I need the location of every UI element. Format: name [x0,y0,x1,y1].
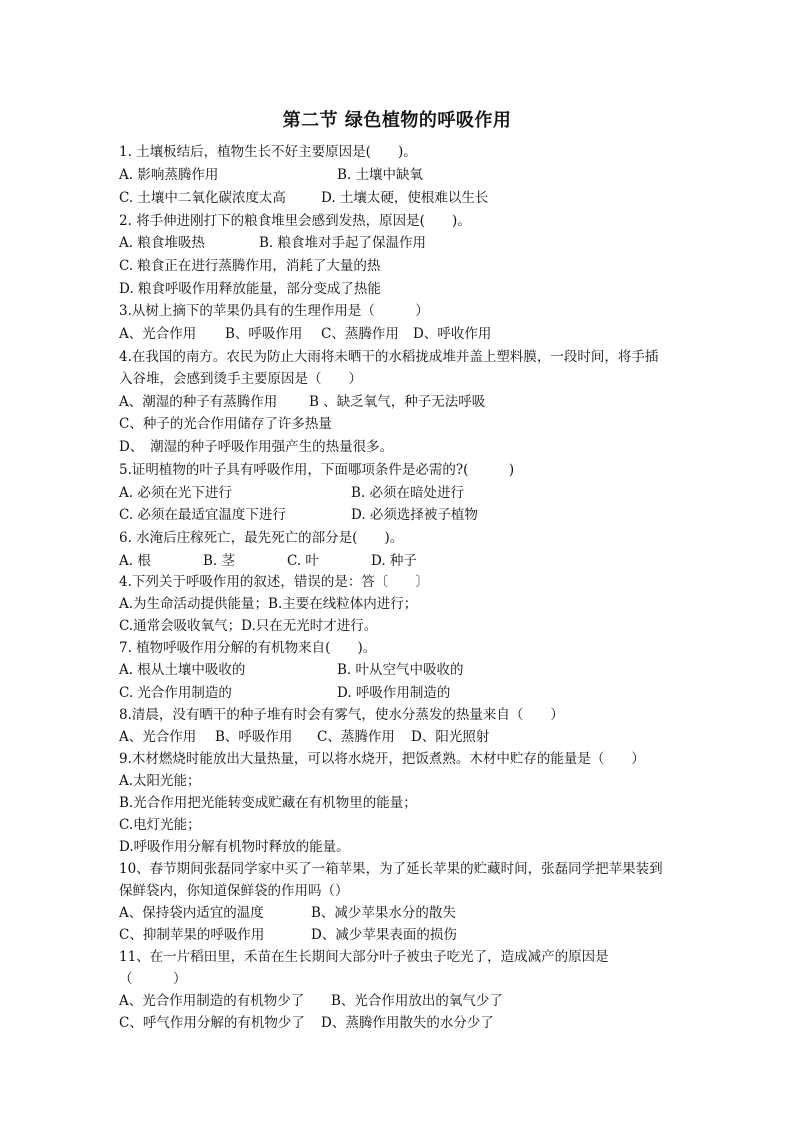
option-d: D、蒸腾作用散失的水分少了 [321,1015,494,1031]
question-9-option-c: C.电灯光能； [119,817,201,833]
question-1: 1. 土壤板结后，植物生长不好主要原因是( )。 [119,144,417,160]
option-a: A、保持袋内适宜的温度 [119,905,264,921]
question-3: 3.从树上摘下的苹果仍具有的生理作用是（ ） [119,303,429,319]
question-7: 7. 植物呼吸作用分解的有机物来自( )。 [119,640,377,656]
option-d: D. 种子 [371,553,417,569]
question-4-line-2: 入谷堆，会感到烫手主要原因是（ ） [119,371,362,387]
option-a: A、潮湿的种子有蒸腾作用 [119,394,278,410]
option-b: B、呼吸作用 [215,729,293,745]
question-5: 5.证明植物的叶子具有呼吸作用，下面哪项条件是必需的?( ) [119,462,515,478]
option-a: A. 影响蒸腾作用 [119,167,219,183]
question-2-option-c: C. 粮食正在进行蒸腾作用，消耗了大量的热 [119,258,381,274]
question-2: 2. 将手伸进刚打下的粮食堆里会感到发热，原因是( )。 [119,213,471,229]
option-a: A、光合作用 [119,729,197,745]
option-a: A、光合作用制造的有机物少了 [119,993,305,1009]
option-d: D. 土壤太硬，使根难以生长 [321,190,489,206]
option-a: A. 粮食堆吸热 [119,235,205,251]
page-title: 第二节 绿色植物的呼吸作用 [282,110,512,131]
option-b: B、呼吸作用 [225,326,303,342]
option-d: D、减少苹果表面的损伤 [311,927,457,943]
option-c: C. 叶 [287,553,319,569]
question-8: 8.清晨，没有晒干的种子堆有时会有雾气，使水分蒸发的热量来自（ ） [119,707,564,723]
question-4-option-d: D、 潮湿的种子呼吸作用强产生的热量很多。 [119,439,394,455]
option-c: C、蒸腾作用 [321,326,399,342]
option-d: D. 呼吸作用制造的 [337,685,451,701]
question-9-option-b: B.光合作用把光能转变成贮藏在有机物里的能量； [119,795,417,811]
option-c: C. 光合作用制造的 [119,685,232,701]
question-4b: 4.下列关于呼吸作用的叙述，错误的是：答〔 〕 [119,574,429,590]
option-a: A、光合作用 [119,326,197,342]
option-c: C、抑制苹果的呼吸作用 [119,927,265,943]
question-11-line-2: （ ） [119,971,187,987]
option-d: D. 必须选择被子植物 [351,507,478,523]
question-2-option-d: D. 粮食呼吸作用释放能量，部分变成了热能 [119,281,381,297]
option-d: D、阳光照射 [411,729,490,745]
option-b: B、减少苹果水分的散失 [311,905,456,921]
question-4b-options-cd: C.通常会吸收氧气；D.只在无光时才进行。 [119,618,378,634]
question-4-option-c: C、种子的光合作用储存了许多热量 [119,416,332,432]
question-9: 9.木材燃烧时能放出大量热量，可以将水烧开，把饭煮熟。木材中贮存的能量是（ ） [119,751,645,767]
option-b: B. 土壤中缺氧 [337,167,424,183]
option-b: B. 必须在暗处进行 [351,485,465,501]
option-c: C、呼气作用分解的有机物少了 [119,1015,305,1031]
option-c: C. 土壤中二氧化碳浓度太高 [119,190,286,206]
option-b: B、光合作用放出的氧气少了 [331,993,503,1009]
question-9-option-d: D.呼吸作用分解有机物时释放的能量。 [119,839,350,855]
option-b: B. 粮食堆对手起了保温作用 [259,235,427,251]
option-b: B. 茎 [203,553,236,569]
question-9-option-a: A.太阳光能； [119,773,201,789]
question-10-line-2: 保鲜袋内，你知道保鲜袋的作用吗（） [119,883,349,899]
option-c: C、蒸腾作用 [317,729,395,745]
option-b: B 、缺乏氧气，种子无法呼吸 [309,394,486,410]
question-11-line-1: 11、在一片稻田里，禾苗在生长期间大部分叶子被虫子吃光了，造成减产的原因是 [119,949,609,965]
option-a: A. 根从土壤中吸收的 [119,662,246,678]
option-c: C. 必须在最适宜温度下进行 [119,507,286,523]
option-b: B. 叶从空气中吸收的 [337,662,464,678]
question-10-line-1: 10、春节期间张磊同学家中买了一箱苹果，为了延长苹果的贮藏时间，张磊同学把苹果装到 [119,861,663,877]
question-4-line-1: 4.在我国的南方。农民为防止大雨将未晒干的水稻拢成堆并盖上塑料膜，一段时间，将手插 [119,349,659,365]
question-6: 6. 水淹后庄稼死亡，最先死亡的部分是( )。 [119,530,404,546]
option-d: D、呼收作用 [413,326,492,342]
option-a: A. 必须在光下进行 [119,485,232,501]
option-a: A. 根 [119,553,151,569]
question-4b-options-ab: A.为生命活动提供能量；B.主要在线粒体内进行； [119,596,418,612]
